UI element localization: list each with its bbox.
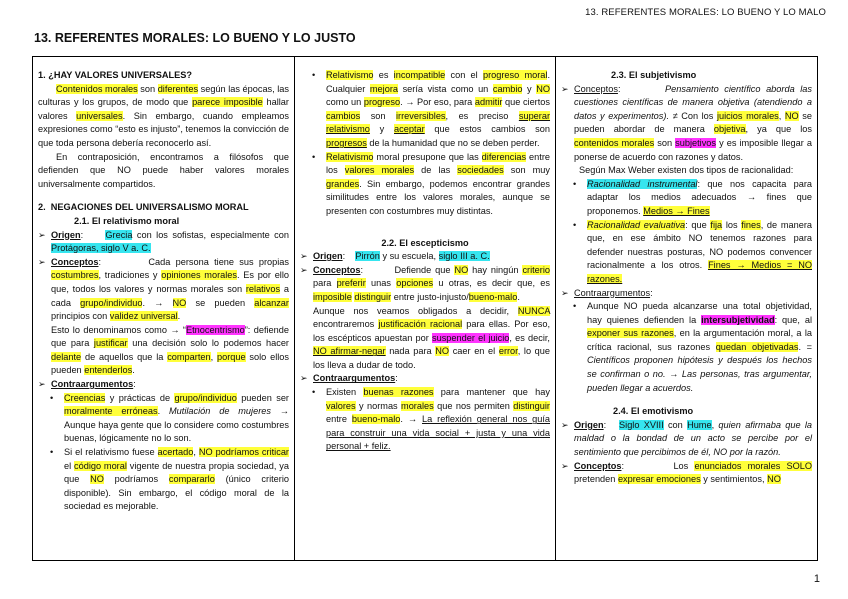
column-1: 1. ¿HAY VALORES UNIVERSALES? Contenidos morales son diferentes según las épocas, las culturas y los grupos, de modo que parece imposible hallar valores universales. Sin embargo, cuando empleamos expresiones como “esto es injusto”, tenemos la convicción de que toda persona debería reconocerlo así. En contraposición, encontramos a filósofos que defienden que NO puede haber valores morales universalmente compartidos. 2. NEGACIONES DEL UNIVERSALISMO MORAL 2.1. El relativismo moral ➢ Origen: Grecia con los sofistas, especialmente con Protágoras, siglo V a. C. ➢ Conceptos: Cada persona tiene sus propias costumbres, tradiciones y opiniones morales. Es por ello que, todos los valores y normas morales son relativos a cada grupo/individuo. → NO se pueden alcanzar principios con validez universal. Esto lo denominamos como → “Etnocentrismo”: defiende que para justificar una decisión solo lo podemos hacer delante de aquellos que la comparten, porque solo ellos pueden entenderlos. ➢ Contraargumentos: • Creencias y prácticas de grupo/individuo pueden ser moralmente erróneas. Mutilación de mujeres → Aunque haya gente que lo considere como costumbres buenas, lógicamente no lo son. • Si el relativismo fuese acertado, NO podríamos criticar el código moral vigente de nuestra propia sociedad, ya que NO podríamos compararlo (único criterio disponible). Sin embargo, el código moral de la sociedad es mejorable. xyxy=(33,57,295,560)
notes-table xyxy=(32,56,818,561)
column-3: 2.3. El subjetivismo ➢ Conceptos: Pensamiento científico aborda las cuestiones científicas de manera objetiva (atendiendo a datos y experimentos). ≠ Con los juicios morales, NO se pueden abordar de manera objetiva, ya que los contenidos morales son subjetivos y es imposible llegar a ponerse de acuerdo con razones y datos. Según Max Weber existen dos tipos de racionalidad: • Racionalidad instrumental: que nos capacita para adaptar los medios adecuados → fines que proponemos. Medios → Fines • Racionalidad evaluativa: que fija los fines, de manera que, en ese ámbito NO tenemos razones para defender nuestras posturas, NO podemos convencer racionalmente a los otros. Fines → Medios = NO razones. ➢ Contraargumentos: • Aunque NO pueda alcanzarse una total objetividad, hay quienes defienden la intersubjetividad: que, al exponer sus razones, en la argumentación moral, a la crítica racional, sus razones quedan objetivadas. = Científicos proponen hipótesis y después los hechos se confirman o no. → Las personas, tras argumentar, pueden llegar a acuerdos. 2.4. El emotivismo ➢ Origen: Siglo XVIII con Hume, quien afirmaba que la maldad o la bondad de un acto se percibe por el sentimiento que percibimos de él, NO por la razón. ➢ Conceptos: Los enunciados morales SOLO pretenden expresar emociones y sentimientos, NO xyxy=(561,70,813,485)
page-number: 1 xyxy=(813,573,820,585)
column-2: • Relativismo es incompatible con el progreso moral. Cualquier mejora sería vista como un cambio y NO como un progreso. → Por eso, para admitir que ciertos cambios son irreversibles, es preciso superar relativismo y aceptar que estos cambios son progresos de la humanidad que no se deben perder. • Relativismo moral presupone que las diferencias entre los valores morales de las sociedades son muy grandes. Sin embargo, podemos encontrar grandes similitudes entre los valores morales, aunque se presenten con costumbres muy distintas. 2.2. El escepticismo ➢ Origen: Pirrón y su escuela, siglo III a. C. ➢ Conceptos: Defiende que NO hay ningún criterio para preferir unas opciones u otras, es decir que, es imposible distinguir entre justo-injusto/bueno-malo. Aunque nos veamos obligados a decidir, NUNCA encontraremos justificación racional para ellas. Por eso, los escépticos apuestan por suspender el juicio, es decir, NO afirmar-negar nada para NO caer en el error, lo que los lleva a dudar de todo. ➢ Contraargumentos: • Existen buenas razones para mantener que hay valores y normas morales que nos permiten distinguir entre bueno-malo. → La reflexión general nos guía para construir una vida social + justa y una vida personal + feliz. xyxy=(295,57,556,560)
page-title: 13. REFERENTES MORALES: LO BUENO Y LO JUSTO xyxy=(34,31,356,45)
running-header: 13. REFERENTES MORALES: LO BUENO Y LO MALO xyxy=(585,7,826,18)
